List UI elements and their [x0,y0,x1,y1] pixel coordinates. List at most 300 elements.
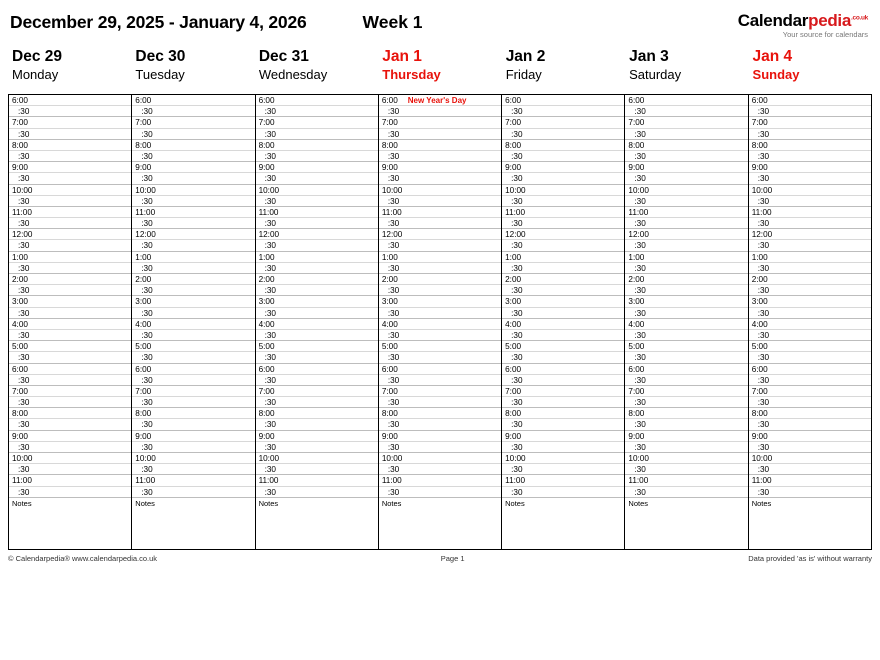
time-slot-1-34[interactable] [132,475,254,486]
time-slot-5-8[interactable] [625,185,747,196]
time-slot-1-3[interactable] [132,129,254,140]
time-slot-0-34[interactable] [9,475,131,486]
time-slot-6-14[interactable] [749,252,871,263]
time-slot-3-9[interactable] [379,196,501,207]
time-slot-3-13[interactable] [379,240,501,251]
time-slot-3-0[interactable] [379,95,501,106]
time-slot-1-26[interactable] [132,386,254,397]
time-slot-0-1[interactable] [9,106,131,117]
time-slot-6-1[interactable] [749,106,871,117]
time-slot-5-28[interactable] [625,408,747,419]
time-slot-5-1[interactable] [625,106,747,117]
time-slot-4-2[interactable] [502,117,624,128]
time-slot-label: :30 [18,107,30,117]
time-slot-1-32[interactable] [132,453,254,464]
time-slot-4-14[interactable] [502,252,624,263]
time-slot-1-28[interactable] [132,408,254,419]
time-slot-3-30[interactable] [379,431,501,442]
time-slot-2-3[interactable] [256,129,378,140]
time-slot-label: 1:00 [381,252,398,262]
time-slot-5-20[interactable] [625,319,747,330]
time-slot-4-11[interactable] [502,218,624,229]
time-slot-4-8[interactable] [502,185,624,196]
time-slot-4-24[interactable] [502,364,624,375]
time-slot-3-18[interactable] [379,296,501,307]
time-slot-label: :30 [511,241,523,251]
time-slot-5-35[interactable] [625,487,747,498]
time-slot-4-21[interactable] [502,330,624,341]
time-slot-1-5[interactable] [132,151,254,162]
time-slot-5-23[interactable] [625,352,747,363]
time-slot-2-7[interactable] [256,173,378,184]
time-slot-5-34[interactable] [625,475,747,486]
time-slot-1-19[interactable] [132,308,254,319]
time-slot-5-18[interactable] [625,296,747,307]
time-slot-label: 6:00 [381,364,398,374]
time-slot-5-27[interactable] [625,397,747,408]
time-slot-4-22[interactable] [502,341,624,352]
notes-label: Notes [12,498,32,508]
time-slot-2-2[interactable] [256,117,378,128]
time-slot-1-11[interactable] [132,218,254,229]
time-slot-5-24[interactable] [625,364,747,375]
time-slot-5-32[interactable] [625,453,747,464]
time-slot-0-11[interactable] [9,218,131,229]
time-slot-2-33[interactable] [256,464,378,475]
time-slot-5-4[interactable] [625,140,747,151]
time-slot-3-29[interactable] [379,419,501,430]
time-slot-3-14[interactable] [379,252,501,263]
time-slot-2-12[interactable] [256,229,378,240]
time-slot-3-35[interactable] [379,487,501,498]
time-slot-4-3[interactable] [502,129,624,140]
time-slot-5-0[interactable] [625,95,747,106]
time-slot-0-21[interactable] [9,330,131,341]
time-slot-label: 8:00 [505,140,522,150]
time-slot-label: 7:00 [381,386,398,396]
time-slot-4-17[interactable] [502,285,624,296]
time-slot-2-19[interactable] [256,308,378,319]
time-slot-label: 10:00 [505,185,526,195]
time-slot-5-12[interactable] [625,229,747,240]
time-slot-3-5[interactable] [379,151,501,162]
time-slot-1-10[interactable] [132,207,254,218]
time-slot-5-17[interactable] [625,285,747,296]
time-slot-4-7[interactable] [502,173,624,184]
time-slot-label: 10:00 [135,185,156,195]
time-slot-0-9[interactable] [9,196,131,207]
time-slot-5-19[interactable] [625,308,747,319]
notes-area-5[interactable] [625,498,747,550]
time-slot-6-25[interactable] [749,375,871,386]
time-slot-6-17[interactable] [749,285,871,296]
time-slot-6-4[interactable] [749,140,871,151]
time-slot-3-24[interactable] [379,364,501,375]
time-slot-0-2[interactable] [9,117,131,128]
time-slot-1-33[interactable] [132,464,254,475]
time-slot-2-13[interactable] [256,240,378,251]
time-slot-1-17[interactable] [132,285,254,296]
time-slot-2-26[interactable] [256,386,378,397]
time-slot-2-11[interactable] [256,218,378,229]
time-slot-label: :30 [634,330,646,340]
time-slot-label: :30 [18,465,30,475]
time-slot-label: 12:00 [381,230,403,240]
time-slot-label: 11:00 [258,476,279,486]
time-slot-6-5[interactable] [749,151,871,162]
time-slot-1-31[interactable] [132,442,254,453]
time-slot-3-19[interactable] [379,308,501,319]
time-slot-label: :30 [264,107,276,117]
time-slot-4-4[interactable] [502,140,624,151]
time-slot-4-18[interactable] [502,296,624,307]
time-slot-4-0[interactable] [502,95,624,106]
time-slot-2-5[interactable] [256,151,378,162]
time-slot-5-7[interactable] [625,173,747,184]
time-slot-1-23[interactable] [132,352,254,363]
time-slot-3-23[interactable] [379,352,501,363]
time-slot-0-17[interactable] [9,285,131,296]
time-slot-6-2[interactable] [749,117,871,128]
time-slot-2-22[interactable] [256,341,378,352]
time-slot-label: :30 [634,151,646,161]
time-slot-0-0[interactable] [9,95,131,106]
time-slot-0-25[interactable] [9,375,131,386]
time-slot-0-13[interactable] [9,240,131,251]
time-slot-4-31[interactable] [502,442,624,453]
time-slot-5-21[interactable] [625,330,747,341]
time-slot-2-29[interactable] [256,419,378,430]
time-slot-3-31[interactable] [379,442,501,453]
time-slot-6-26[interactable] [749,386,871,397]
time-slot-label: 11:00 [381,476,402,486]
time-slot-2-4[interactable] [256,140,378,151]
time-slot-label: :30 [634,420,646,430]
time-slot-2-16[interactable] [256,274,378,285]
time-slot-3-32[interactable] [379,453,501,464]
time-slot-6-35[interactable] [749,487,871,498]
time-slot-6-19[interactable] [749,308,871,319]
time-slot-4-6[interactable] [502,162,624,173]
notes-area-3[interactable] [379,498,501,550]
time-slot-1-30[interactable] [132,431,254,442]
time-slot-5-16[interactable] [625,274,747,285]
time-slot-0-33[interactable] [9,464,131,475]
time-slot-6-22[interactable] [749,341,871,352]
time-slot-1-22[interactable] [132,341,254,352]
time-slot-5-13[interactable] [625,240,747,251]
time-slot-1-7[interactable] [132,173,254,184]
time-slot-6-21[interactable] [749,330,871,341]
time-slot-3-27[interactable] [379,397,501,408]
time-slot-6-34[interactable] [749,475,871,486]
time-slot-6-28[interactable] [749,408,871,419]
time-slot-5-10[interactable] [625,207,747,218]
time-slot-1-29[interactable] [132,419,254,430]
time-slot-3-33[interactable] [379,464,501,475]
time-slot-2-35[interactable] [256,487,378,498]
time-slot-label: 9:00 [135,431,152,441]
time-slot-4-20[interactable] [502,319,624,330]
time-slot-5-14[interactable] [625,252,747,263]
time-slot-3-34[interactable] [379,475,501,486]
time-slot-3-26[interactable] [379,386,501,397]
time-slot-4-32[interactable] [502,453,624,464]
time-slot-6-24[interactable] [749,364,871,375]
time-slot-4-33[interactable] [502,464,624,475]
time-slot-3-17[interactable] [379,285,501,296]
time-slot-6-32[interactable] [749,453,871,464]
time-slot-label: :30 [18,308,30,318]
time-slot-label: :30 [264,241,276,251]
time-slot-0-32[interactable] [9,453,131,464]
time-slot-1-0[interactable] [132,95,254,106]
time-slot-2-23[interactable] [256,352,378,363]
time-slot-label: :30 [634,129,646,139]
time-slot-5-26[interactable] [625,386,747,397]
time-slot-2-6[interactable] [256,162,378,173]
time-slot-4-15[interactable] [502,263,624,274]
time-slot-5-6[interactable] [625,162,747,173]
time-slot-0-18[interactable] [9,296,131,307]
time-slot-label: 3:00 [751,297,768,307]
time-slot-6-30[interactable] [749,431,871,442]
time-slot-6-20[interactable] [749,319,871,330]
time-slot-5-3[interactable] [625,129,747,140]
time-slot-5-11[interactable] [625,218,747,229]
time-slot-1-16[interactable] [132,274,254,285]
time-slot-3-4[interactable] [379,140,501,151]
time-slot-0-4[interactable] [9,140,131,151]
time-slot-2-25[interactable] [256,375,378,386]
time-slot-2-30[interactable] [256,431,378,442]
time-slot-label: 4:00 [505,319,522,329]
time-slot-3-10[interactable] [379,207,501,218]
time-slot-6-11[interactable] [749,218,871,229]
time-slot-label: :30 [387,241,400,251]
time-slot-label: 9:00 [751,431,768,441]
time-slot-1-9[interactable] [132,196,254,207]
time-slot-0-35[interactable] [9,487,131,498]
time-slot-0-22[interactable] [9,341,131,352]
time-slot-2-28[interactable] [256,408,378,419]
time-slot-2-15[interactable] [256,263,378,274]
time-slot-1-2[interactable] [132,117,254,128]
time-slot-1-20[interactable] [132,319,254,330]
time-slot-0-5[interactable] [9,151,131,162]
notes-area-4[interactable] [502,498,624,550]
time-slot-2-34[interactable] [256,475,378,486]
time-slot-5-22[interactable] [625,341,747,352]
time-slot-6-9[interactable] [749,196,871,207]
time-slot-4-35[interactable] [502,487,624,498]
time-slot-label: :30 [387,219,400,229]
time-slot-1-15[interactable] [132,263,254,274]
time-slot-6-12[interactable] [749,229,871,240]
time-slot-1-14[interactable] [132,252,254,263]
time-slot-4-23[interactable] [502,352,624,363]
time-slot-1-21[interactable] [132,330,254,341]
time-slot-6-6[interactable] [749,162,871,173]
time-slot-4-13[interactable] [502,240,624,251]
time-slot-1-6[interactable] [132,162,254,173]
time-slot-1-24[interactable] [132,364,254,375]
footer-copyright[interactable]: © Calendarpedia® www.calendarpedia.co.uk [8,553,158,563]
time-slot-2-18[interactable] [256,296,378,307]
time-slot-3-15[interactable] [379,263,501,274]
time-slot-label: 12:00 [258,230,280,240]
time-slot-2-8[interactable] [256,185,378,196]
time-slot-0-16[interactable] [9,274,131,285]
time-slot-6-3[interactable] [749,129,871,140]
notes-area-6[interactable] [749,498,871,550]
time-slot-label: 7:00 [12,118,28,128]
time-slot-6-0[interactable] [749,95,871,106]
time-slot-label: :30 [387,308,400,318]
time-slot-2-32[interactable] [256,453,378,464]
time-slot-0-24[interactable] [9,364,131,375]
time-slot-0-31[interactable] [9,442,131,453]
time-slot-6-23[interactable] [749,352,871,363]
time-slot-2-14[interactable] [256,252,378,263]
time-slot-3-28[interactable] [379,408,501,419]
time-slot-3-11[interactable] [379,218,501,229]
time-slot-1-35[interactable] [132,487,254,498]
time-slot-label: :30 [757,174,770,184]
time-slot-4-25[interactable] [502,375,624,386]
notes-label: Notes [258,498,279,508]
time-slot-0-20[interactable] [9,319,131,330]
time-slot-label: 3:00 [628,297,645,307]
time-slot-1-8[interactable] [132,185,254,196]
time-slot-0-29[interactable] [9,419,131,430]
time-slot-0-6[interactable] [9,162,131,173]
time-slot-2-31[interactable] [256,442,378,453]
time-slot-1-25[interactable] [132,375,254,386]
time-slot-2-20[interactable] [256,319,378,330]
time-slot-6-8[interactable] [749,185,871,196]
time-slot-4-1[interactable] [502,106,624,117]
time-slot-6-7[interactable] [749,173,871,184]
time-slot-6-29[interactable] [749,419,871,430]
time-slot-3-25[interactable] [379,375,501,386]
time-slot-3-12[interactable] [379,229,501,240]
time-slot-6-31[interactable] [749,442,871,453]
time-slot-2-27[interactable] [256,397,378,408]
time-slot-4-12[interactable] [502,229,624,240]
time-slot-4-29[interactable] [502,419,624,430]
time-slot-5-33[interactable] [625,464,747,475]
time-slot-5-2[interactable] [625,117,747,128]
time-slot-3-16[interactable] [379,274,501,285]
time-slot-0-19[interactable] [9,308,131,319]
time-slot-4-27[interactable] [502,397,624,408]
time-slot-1-18[interactable] [132,296,254,307]
time-slot-5-25[interactable] [625,375,747,386]
time-slot-label: 6:00 [505,96,522,105]
time-slot-0-26[interactable] [9,386,131,397]
notes-area-2[interactable] [256,498,378,550]
time-slot-5-30[interactable] [625,431,747,442]
time-slot-0-8[interactable] [9,185,131,196]
time-slot-4-5[interactable] [502,151,624,162]
time-slot-label: :30 [757,420,770,430]
time-slot-6-16[interactable] [749,274,871,285]
time-slot-3-1[interactable] [379,106,501,117]
time-slot-3-2[interactable] [379,117,501,128]
time-slot-0-15[interactable] [9,263,131,274]
time-slot-2-1[interactable] [256,106,378,117]
time-slot-0-28[interactable] [9,408,131,419]
time-slot-3-22[interactable] [379,341,501,352]
time-slot-4-9[interactable] [502,196,624,207]
time-slot-3-3[interactable] [379,129,501,140]
time-slot-0-30[interactable] [9,431,131,442]
time-slot-0-23[interactable] [9,352,131,363]
time-slot-5-29[interactable] [625,419,747,430]
time-slot-4-34[interactable] [502,475,624,486]
time-slot-6-33[interactable] [749,464,871,475]
time-slot-label: 9:00 [505,163,522,173]
time-slot-0-12[interactable] [9,229,131,240]
time-slot-2-17[interactable] [256,285,378,296]
time-slot-6-13[interactable] [749,240,871,251]
time-slot-6-18[interactable] [749,296,871,307]
time-slot-1-12[interactable] [132,229,254,240]
time-slot-label: 9:00 [135,163,152,173]
time-slot-5-15[interactable] [625,263,747,274]
time-slot-3-6[interactable] [379,162,501,173]
time-slot-label: :30 [757,219,770,229]
time-slot-2-24[interactable] [256,364,378,375]
time-slot-4-28[interactable] [502,408,624,419]
time-slot-0-14[interactable] [9,252,131,263]
time-slot-4-19[interactable] [502,308,624,319]
time-slot-6-10[interactable] [749,207,871,218]
time-slot-2-0[interactable] [256,95,378,106]
time-slot-1-4[interactable] [132,140,254,151]
day-heading-6 [749,46,872,94]
time-slot-0-27[interactable] [9,397,131,408]
time-slot-0-7[interactable] [9,173,131,184]
time-slot-4-10[interactable] [502,207,624,218]
time-slot-2-9[interactable] [256,196,378,207]
time-slot-2-10[interactable] [256,207,378,218]
time-slot-5-5[interactable] [625,151,747,162]
time-slot-3-21[interactable] [379,330,501,341]
time-slot-6-15[interactable] [749,263,871,274]
time-slot-3-8[interactable] [379,185,501,196]
time-slot-4-16[interactable] [502,274,624,285]
time-slot-4-30[interactable] [502,431,624,442]
notes-area-1[interactable] [132,498,254,550]
time-slot-5-9[interactable] [625,196,747,207]
time-slot-0-10[interactable] [9,207,131,218]
time-slot-label: :30 [264,487,276,497]
time-slot-2-21[interactable] [256,330,378,341]
time-slot-0-3[interactable] [9,129,131,140]
time-slot-5-31[interactable] [625,442,747,453]
time-slot-1-13[interactable] [132,240,254,251]
time-slot-6-27[interactable] [749,397,871,408]
notes-area-0[interactable] [9,498,131,550]
time-slot-label: :30 [18,353,30,363]
time-slot-4-26[interactable] [502,386,624,397]
time-slot-3-7[interactable] [379,173,501,184]
time-slot-3-20[interactable] [379,319,501,330]
time-slot-1-27[interactable] [132,397,254,408]
time-slot-1-1[interactable] [132,106,254,117]
